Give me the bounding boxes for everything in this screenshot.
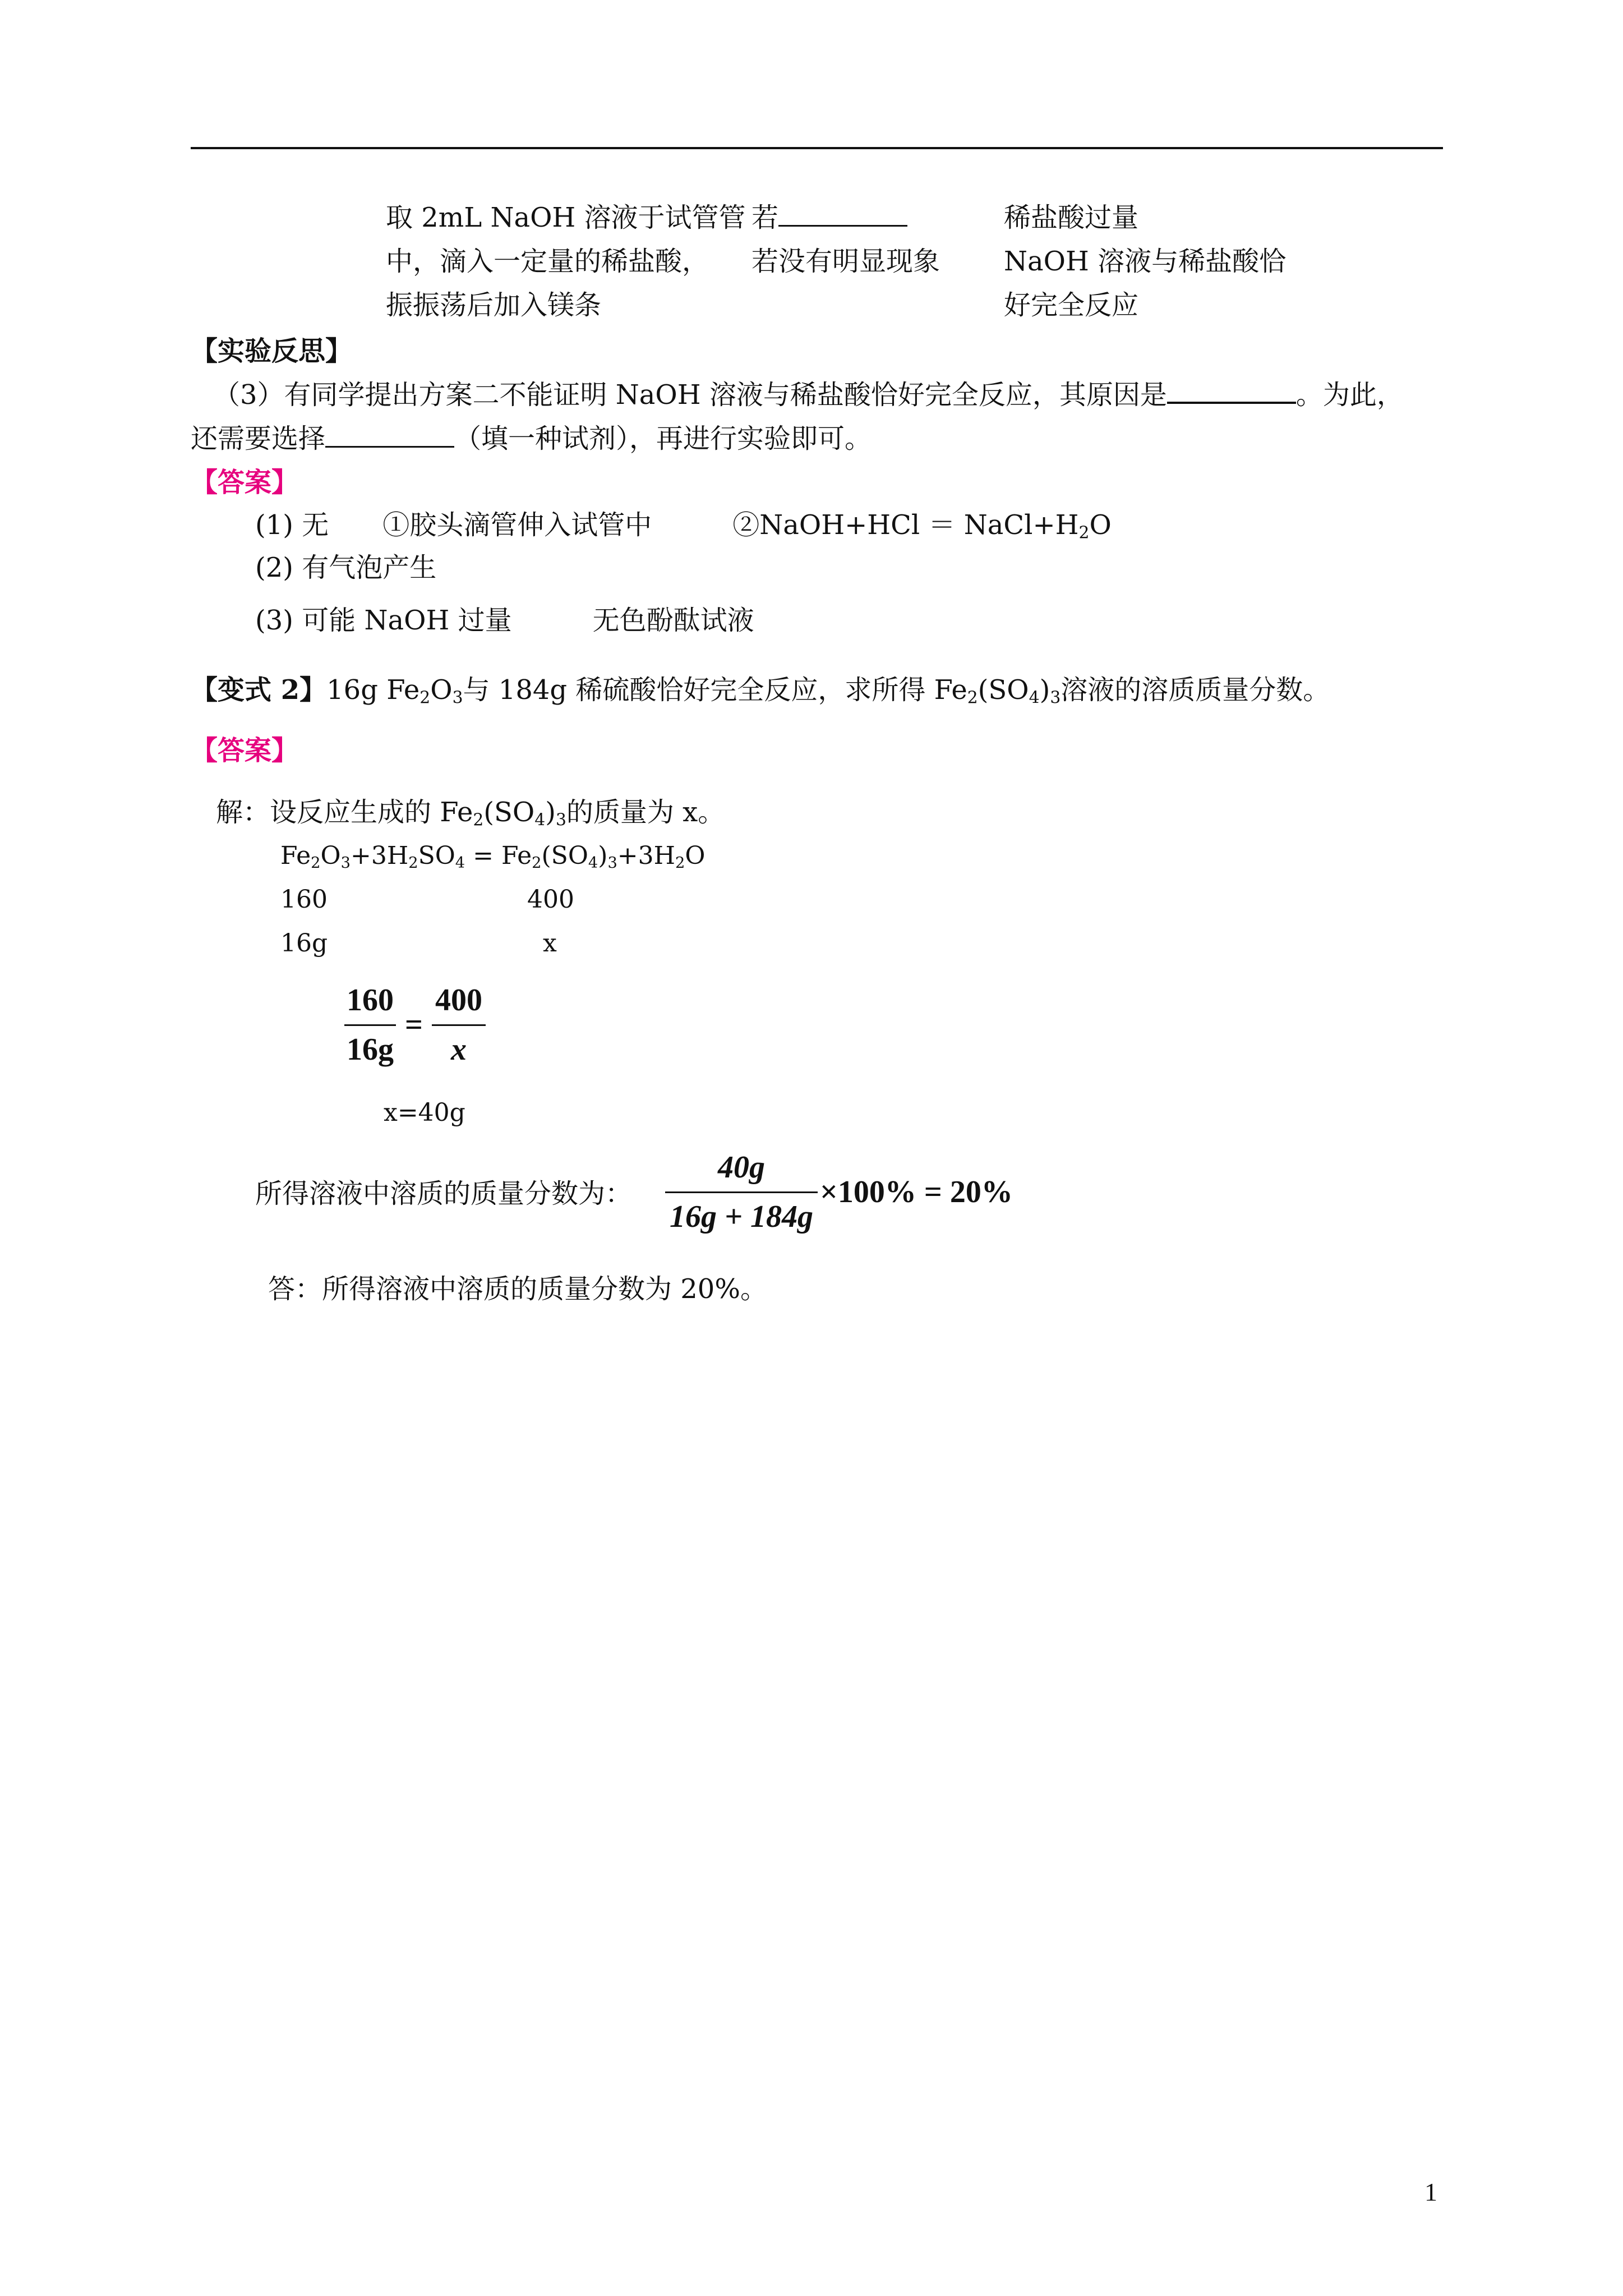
reflection-heading: 【实验反思】 <box>191 335 353 367</box>
if-text: 若 <box>751 202 779 233</box>
answer-label-1: 【答案】 <box>191 467 299 498</box>
reason-blank <box>1167 379 1296 404</box>
table-col3-line2: NaOH 溶液与稀盐酸恰 <box>1004 246 1287 277</box>
result-x: x=40g <box>384 1098 465 1127</box>
answer-label-2: 【答案】 <box>191 735 299 766</box>
molar-mass-right: 400 <box>527 885 574 914</box>
reflection-q3-line1: （3）有同学提出方案二不能证明 NaOH 溶液与稀盐酸恰好完全反应，其原因是 。为此， <box>213 379 1404 411</box>
answer2-intro: 解：设反应生成的 $Fe_2(SO_4)_3$的质量为 x。 <box>216 797 725 830</box>
table-col2-line2: 若没有明显现象 <box>751 246 940 277</box>
chemical-equation: $Fe_2O_3+3H_2SO_4 = Fe_2(SO_4)_3+3H_2O$ <box>280 841 706 872</box>
fraction-numerator: 40g <box>718 1150 765 1185</box>
table-col1-line3: 振振荡后加入镁条 <box>386 289 602 321</box>
mass-left: 16g <box>280 929 328 958</box>
reagent-blank <box>325 424 454 448</box>
table-col1-line2: 中，滴入一定量的稀盐酸， <box>386 246 709 277</box>
table-col1-line1: 取 2mL NaOH 溶液于试管管 <box>386 202 746 233</box>
answer1-line2: (2) 有气泡产生 <box>255 552 437 583</box>
fraction-denominator: 16g + 184g <box>670 1199 813 1234</box>
ratio-equals: = <box>405 1007 423 1042</box>
reflection-q3-line2: 还需要选择 （填一种试剂），再进行实验即可。 <box>191 423 872 454</box>
table-col3-line1: 稀盐酸过量 <box>1004 202 1139 233</box>
table-col2-line1 <box>751 202 907 234</box>
ratio-equation <box>342 982 494 1077</box>
ratio-num-right: 400 <box>435 983 482 1018</box>
ratio-den-right: x <box>451 1032 467 1067</box>
answer1-line3: (3) 可能 NaOH 过量 无色酚酞试液 <box>255 605 754 636</box>
ratio-den-left: 16g <box>347 1032 394 1067</box>
mass-fraction <box>663 1149 831 1244</box>
page-number: 1 <box>1424 2178 1437 2206</box>
ratio-num-left: 160 <box>347 983 394 1018</box>
header-rule <box>191 147 1443 149</box>
fraction-result: ×100% = 20% <box>820 1175 1013 1209</box>
answer1-line1: (1) 无 ①胶头滴管伸入试管中 ②NaOH+HCl ＝ $NaCl+H_2O$ <box>255 509 1112 543</box>
ratio-bar-left <box>344 1024 396 1026</box>
variant2-question: 【变式 2】16g $Fe_2O_3$与 184g 稀硫酸恰好完全反应，求所得 $Fe_2(SO_4)_3$溶液的溶质质量分数。 <box>191 674 1330 708</box>
ratio-bar-right <box>432 1024 486 1026</box>
answer-blank <box>778 203 907 227</box>
conclusion: 答：所得溶液中溶质的质量分数为 20%。 <box>268 1273 767 1305</box>
molar-mass-left: 160 <box>280 885 328 914</box>
table-col3-line3: 好完全反应 <box>1004 289 1139 321</box>
fraction-label: 所得溶液中溶质的质量分数为： <box>255 1178 633 1209</box>
mass-right: x <box>543 929 557 958</box>
fraction-bar <box>665 1191 818 1193</box>
